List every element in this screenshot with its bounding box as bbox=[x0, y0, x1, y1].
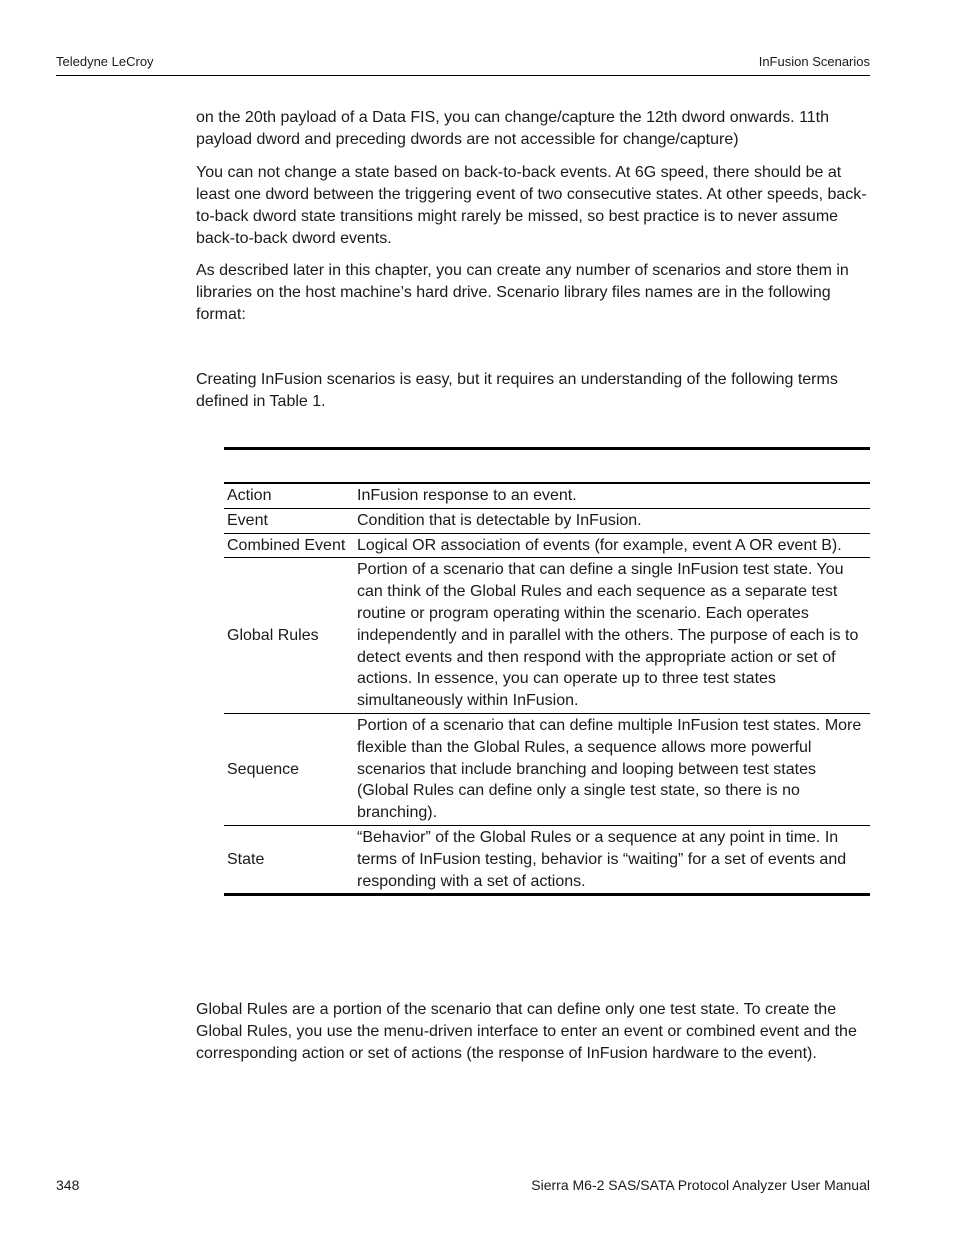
definition-cell: Condition that is detectable by InFusion. bbox=[354, 508, 870, 533]
paragraph-payload-capture: on the 20th payload of a Data FIS, you can change/capture the 12th dword onwards. 11th payload dword and preceding dwords are not accessible for change/capture) bbox=[196, 109, 830, 148]
table-row-event bbox=[224, 508, 870, 533]
term-cell: Combined Event bbox=[224, 533, 354, 558]
paragraph-back-to-back-events: You can not change a state based on back-to-back events. At 6G speed, there should be at least one dword between the triggering event of two consecutive states. At other speeds, back-to-back dword state transitions might rarely be missed, so best practice is to never assume back-to-back dword events. bbox=[196, 164, 867, 247]
table-row-global-rules bbox=[224, 558, 870, 714]
table-row-combined-event bbox=[224, 533, 870, 558]
page-number: 348 bbox=[56, 1177, 80, 1193]
table-row-sequence bbox=[224, 713, 870, 825]
term-cell: Sequence bbox=[224, 713, 354, 825]
terms-table-container bbox=[224, 447, 870, 896]
header-company: Teledyne LeCroy bbox=[56, 54, 154, 69]
running-header bbox=[56, 54, 870, 76]
table-caption-area bbox=[224, 450, 870, 482]
term-cell: Action bbox=[224, 484, 354, 508]
term-cell: Event bbox=[224, 508, 354, 533]
definition-cell: Logical OR association of events (for example, event A OR event B). bbox=[354, 533, 870, 558]
paragraph-scenario-libraries: As described later in this chapter, you can create any number of scenarios and store them in libraries on the host machine’s hard drive. Scenario library files names are in the following format: bbox=[196, 262, 849, 323]
definition-cell: “Behavior” of the Global Rules or a sequence at any point in time. In terms of InFusion testing, behavior is “waiting” for a set of events and responding with a set of actions. bbox=[354, 825, 870, 894]
paragraph-global-rules: Global Rules are a portion of the scenario that can define only one test state. To create the Global Rules, you use the menu-driven interface to enter an event or combined event and the corresponding action or set of actions (the response of InFusion hardware to the event). bbox=[196, 1001, 857, 1062]
definition-cell: Portion of a scenario that can define multiple InFusion test states. More flexible than the Global Rules, a sequence allows more powerful scenarios that include branching and looping between test states (Global Rules can define only a single test state, so there is no branching). bbox=[354, 713, 870, 825]
header-chapter-title: InFusion Scenarios bbox=[758, 54, 870, 69]
footer-manual-title: Sierra M6-2 SAS/SATA Protocol Analyzer User Manual bbox=[531, 1177, 870, 1193]
table-row-action bbox=[224, 484, 870, 508]
term-cell: Global Rules bbox=[224, 558, 354, 714]
definition-cell: Portion of a scenario that can define a single InFusion test state. You can think of the Global Rules and each sequence as a separate test routine or program operating within the scenario. Each operates independently and in parallel with the others. The purpose of each is to detect events and then respond with the appropriate action or set of actions. In essence, you can operate up to three test states simultaneously within InFusion. bbox=[354, 558, 870, 714]
term-cell: State bbox=[224, 825, 354, 894]
definition-cell: InFusion response to an event. bbox=[354, 484, 870, 508]
paragraph-creating-scenarios: Creating InFusion scenarios is easy, but it requires an understanding of the following terms defined in Table 1. bbox=[196, 371, 838, 410]
terms-table bbox=[224, 482, 870, 896]
table-row-state bbox=[224, 825, 870, 894]
